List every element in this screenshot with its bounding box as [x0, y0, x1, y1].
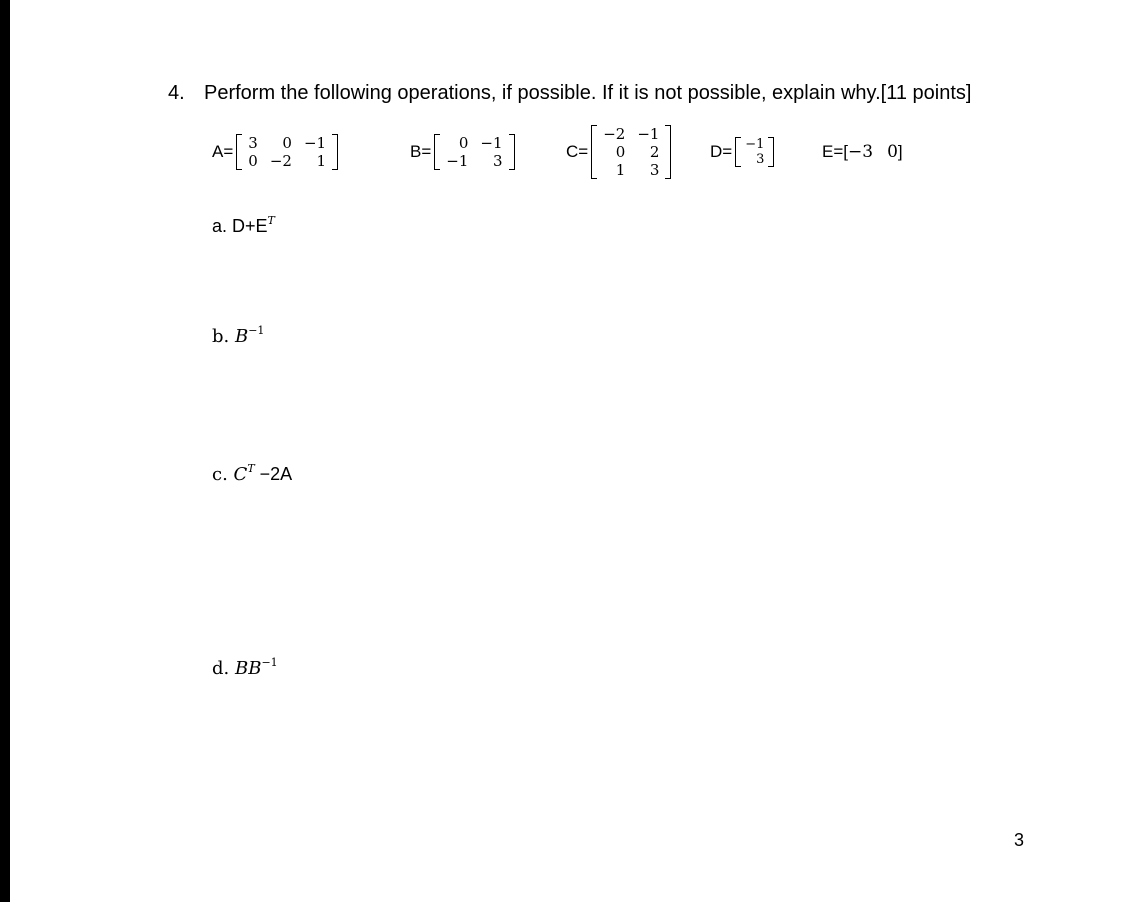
matrix-cell: −2: [269, 152, 292, 170]
matrix-b: [434, 134, 514, 170]
matrix-e-close: ]: [897, 142, 903, 161]
matrix-cell: 0: [615, 143, 626, 161]
part-d-prefix: d.: [212, 658, 235, 679]
matrix-a-label: A=: [212, 142, 234, 161]
matrix-c-label: C=: [566, 142, 589, 161]
matrix-e-value: −3: [848, 142, 874, 162]
matrix-a: [236, 134, 338, 170]
matrix-e-definition: [822, 114, 903, 190]
matrix-cell: −1: [446, 152, 469, 170]
matrix-d: [735, 137, 774, 167]
part-b: [212, 324, 264, 347]
matrix-d-definition: [710, 114, 774, 190]
part-c-prefix: c.: [212, 464, 234, 485]
part-c: [212, 462, 292, 485]
matrix-a-definition: [212, 114, 338, 190]
part-a-expression: D+E: [232, 216, 268, 236]
matrix-b-definition: [410, 114, 515, 190]
matrix-cell: 3: [756, 152, 765, 167]
matrix-e-value: 0: [887, 142, 898, 162]
matrix-cell: 3: [492, 152, 503, 170]
matrix-cell: 3: [649, 161, 660, 179]
matrix-cell: 0: [282, 134, 292, 152]
part-b-expression: B: [234, 326, 249, 347]
part-d-superscript: −1: [261, 656, 278, 669]
matrix-c: [591, 125, 671, 179]
page-number: 3: [1014, 830, 1025, 850]
matrix-c-definition: [566, 114, 671, 190]
part-d-expression: BB: [234, 658, 262, 679]
part-a-superscript: T: [267, 214, 275, 227]
matrix-cell: 0: [248, 152, 258, 170]
matrix-cell: −1: [303, 134, 327, 152]
matrix-cell: −1: [745, 137, 765, 152]
matrix-cell: −2: [603, 125, 626, 143]
matrix-cell: 0: [458, 134, 469, 152]
part-a-prefix: a.: [212, 216, 233, 236]
part-c-rest: −2A: [254, 464, 293, 484]
part-b-superscript: −1: [248, 324, 265, 337]
matrix-definitions: [202, 114, 942, 190]
matrix-cell: 1: [316, 152, 327, 170]
question-header: [168, 82, 971, 105]
matrix-cell: 1: [615, 161, 626, 179]
part-a: [212, 214, 275, 237]
part-b-prefix: b.: [212, 326, 235, 347]
matrix-cell: 3: [248, 134, 258, 152]
left-border-bar: [0, 0, 10, 902]
part-d: [212, 656, 278, 679]
matrix-d-label: D=: [710, 142, 733, 161]
question-text: Perform the following operations, if possible. If it is not possible, explain why.[11 points]: [204, 82, 972, 104]
matrix-cell: −1: [480, 134, 503, 152]
matrix-e-label: E=[: [822, 142, 848, 161]
question-number: 4.: [168, 82, 185, 104]
matrix-b-label: B=: [410, 142, 432, 161]
matrix-cell: 2: [649, 143, 660, 161]
part-c-expression: C: [233, 464, 248, 485]
part-c-superscript: T: [247, 462, 255, 475]
matrix-cell: −1: [637, 125, 660, 143]
